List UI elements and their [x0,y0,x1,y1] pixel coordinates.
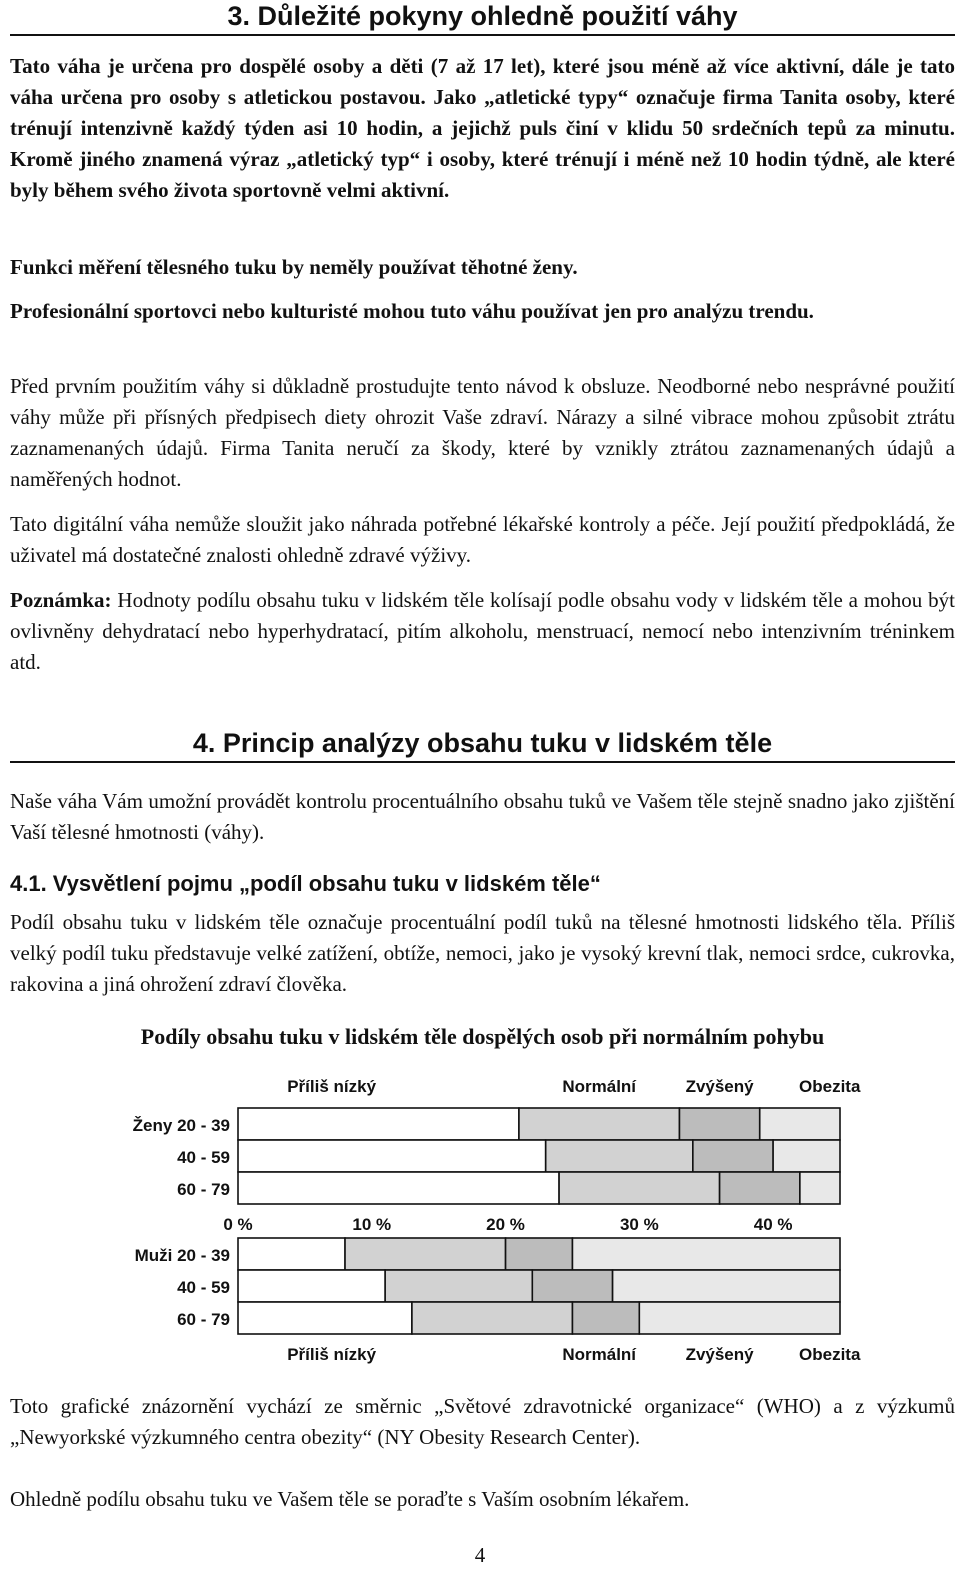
chart-bar-segment [679,1108,759,1140]
chart-x-tick-label: 40 % [753,1215,793,1234]
chart-row-label: 60 - 79 [177,1180,230,1199]
chart-bar-segment [238,1270,385,1302]
chart-x-tick-label: 20 % [486,1215,525,1234]
chart-bar-segment [238,1302,412,1334]
chart-title: Podíly obsahu tuku v lidském těle dospělých osob při normálním pohybu [140,1024,825,1049]
bottom-zone-label: Zvýšený [685,1345,754,1364]
body-fat-chart [80,1072,890,1372]
chart-bar-segment [238,1140,546,1172]
chart-x-tick-label: 30 % [619,1215,659,1234]
chart-row-label: Muži 20 - 39 [134,1246,230,1265]
bottom-zone-label: Obezita [799,1345,861,1364]
chart-bar-segment [412,1302,573,1334]
page-number: 4 [474,1543,486,1567]
section-3-paragraph-3: Profesionální sportovci nebo kulturisté mohou tuto váhu používat jen pro analýzu trendu. [10,299,814,323]
section-4-1-heading: 4.1. Vysvětlení pojmu „podíl obsahu tuku v lidském těle“ [10,871,601,896]
chart-bar-segment [572,1238,840,1270]
section-3-paragraph-5: Tato digitální váha nemůže sloužit jako náhrada potřebné lékařské kontroly a péče. Její použití předpokládá, že uživatel má dostatečné znalosti ohledně zdravé výživy. [10,512,955,567]
chart-bar-segment [385,1270,532,1302]
chart-row-label: 60 - 79 [177,1310,230,1329]
chart-bar-segment [519,1108,680,1140]
chart-bar-segment [345,1238,506,1270]
section-3-note [10,585,955,678]
chart-bar-segment [773,1140,840,1172]
top-zone-label: Zvýšený [685,1077,754,1096]
section-4-heading: 4. Princip analýzy obsahu tuku v lidském těle [10,727,955,763]
chart-bar-segment [800,1172,840,1204]
top-zone-label: Příliš nízký [287,1077,377,1096]
chart-bar-segment [238,1238,345,1270]
section-4-paragraph-2: Podíl obsahu tuku v lidském těle označuje procentuální podíl tuků na tělesné hmotnosti lidského těla. Příliš velký podíl tuku představuje velké zatížení, obtíže, nemoci, jako je vysoký krevní tlak, nemoci srdce, cukrovka, rakovina a jiná ohrožení zdraví člověka. [10,910,955,996]
section-4-paragraph-1: Naše váha Vám umožní provádět kontrolu procentuálního obsahu tuků ve Vašem těle stejně snadno jako zjištění Vaší tělesné hmotnosti (váhy). [10,789,955,844]
section-4-paragraph-4: Ohledně podílu obsahu tuku ve Vašem těle se poraďte s Vaším osobním lékařem. [10,1487,690,1511]
chart-bar-segment [532,1270,612,1302]
top-zone-label: Normální [562,1077,637,1096]
top-zone-label: Obezita [799,1077,861,1096]
chart-bar-segment [238,1172,559,1204]
note-text: Hodnoty podílu obsahu tuku v lidském těle kolísají podle obsahu vody v lidském těle a mohou být ovlivněny dehydratací nebo hyperhydratací, pitím alkoholu, menstruací, nemocí nebo intenzivním tréninkem atd. [10,588,955,674]
section-3-paragraph-1: Tato váha je určena pro dospělé osoby a děti (7 až 17 let), které jsou méně až více aktivní, dále je tato váha určena pro osoby s atletickou postavou. Jako „atletické typy“ označuje firma Tanita osoby, které trénují intenzivně každý týden asi 10 hodin, a jejichž puls činí v klidu 50 srdečních tepů za minutu. Kromě jiného znamená výraz „atletický typ“ i osoby, které trénují i méně než 10 hodin týdně, ale které byly během svého života sportovně velmi aktivní. [10,54,955,202]
section-3-paragraph-2: Funkci měření tělesného tuku by neměly používat těhotné ženy. [10,255,578,279]
chart-bar-segment [572,1302,639,1334]
section-4-paragraph-3: Toto grafické znázornění vychází ze směrnic „Světové zdravotnické organizace“ (WHO) a z výzkumů „Newyorkské výzkumného centra obezity“ (NY Obesity Research Center). [10,1394,955,1449]
bottom-zone-label: Příliš nízký [287,1345,377,1364]
chart-row-label: 40 - 59 [177,1148,230,1167]
note-label: Poznámka: [10,588,112,612]
chart-bar-segment [760,1108,840,1140]
body-fat-chart-svg [80,1072,890,1372]
chart-bar-segment [639,1302,840,1334]
section-3-heading: 3. Důležité pokyny ohledně použití váhy [10,0,955,36]
chart-bar-segment [238,1108,519,1140]
chart-bar-segment [546,1140,693,1172]
chart-bar-segment [559,1172,720,1204]
bottom-zone-label: Normální [562,1345,637,1364]
chart-x-tick-label: 0 % [223,1215,253,1234]
section-3-paragraph-4: Před prvním použitím váhy si důkladně prostudujte tento návod k obsluze. Neodborné nebo nesprávné použití váhy může při přísných předpisech diety ohrozit Vaše zdraví. Nárazy a silné vibrace mohou způsobit ztrátu zaznamenaných údajů. Firma Tanita neručí za škody, které by vznikly ztrátou zaznamenaných údajů a naměřených hodnot. [10,374,955,491]
chart-row-label: Ženy 20 - 39 [132,1116,230,1135]
chart-bar-segment [506,1238,573,1270]
chart-x-tick-label: 10 % [352,1215,392,1234]
chart-bar-segment [720,1172,800,1204]
chart-bar-segment [693,1140,773,1172]
chart-row-label: 40 - 59 [177,1278,230,1297]
chart-bar-segment [613,1270,840,1302]
